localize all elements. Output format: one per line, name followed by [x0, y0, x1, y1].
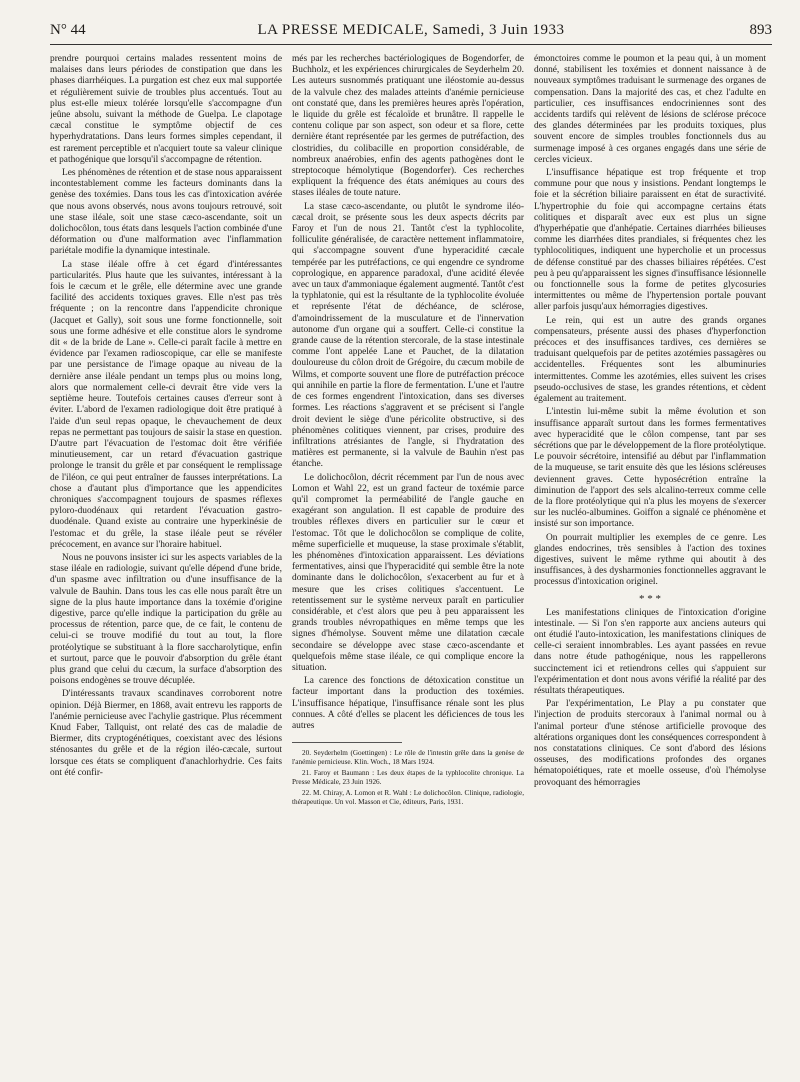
- paragraph: Les manifestations cliniques de l'intoxication d'origine intestinale. — Si l'on s'en rapporte aux anciens auteurs qui ont étudié l'auto-intoxication, les manifestations cliniques de celle-ci seraient innombrables. Les ayant passées en revue dans notre étude pathogénique, nous les rappellerons succinctement ici et retiendrons celles qui s'appuient sur l'expérimentation et dont nous avons vérifié la réalité par des résultats thérapeutiques.: [534, 607, 766, 696]
- column-1: [50, 54, 282, 1072]
- column-3: [534, 54, 766, 1072]
- footnote: 20. Seyderhelm (Goettingen) : Le rôle de l'intestin grêle dans la genèse de l'anémie pernicieuse. Klin. Woch., 18 Mars 1924.: [292, 749, 524, 767]
- issue-number: N° 44: [50, 22, 86, 38]
- paragraph: La carence des fonctions de détoxication constitue un facteur important dans la production des toxémies. L'insuffisance hépatique, l'insuffisance rénale sont les plus connues. A côté d'elles se placent les déficiences de tous les autres: [292, 676, 524, 731]
- paragraph: émonctoires comme le poumon et la peau qui, à un moment donné, stabilisent les toxémies et donnent naissance à de nouveaux symptômes traduisant le surmenage des organes de compensation. Dans la majorité des cas, et chez l'adulte en particulier, ces insuffisances endocriniennes sont des accidents tardifs qui relèvent de lésions de sclérose précoce des glandes déterminées par les produits toxiques, plus souvent encore de simples troubles fonctionnels dus au surmenage imposé à ces organes engagés dans une série de cercles vicieux.: [534, 54, 766, 165]
- paragraph: Nous ne pouvons insister ici sur les aspects variables de la stase iléale en radiologie, suivant qu'elle dépend d'une bride, d'un spasme avec infiltration ou d'une insuffisance de la valvule de Bauhin. Dans tous les cas elle nous paraît être un signe de la plus haute importance dans la toxémie d'origine digestive, parce qu'elle indique la participation du grêle au processus de rétention, parce que, de ce fait, le contenu de celui-ci se trouve modifié du tout au tout, la flore protéolytique se substituant à la flore saccharolytique, enfin et surtout, parce que le pouvoir d'absorption du grêle étant plus grand que celui du cæcum, la surface d'absorption des poisons endogènes se trouve décuplée.: [50, 552, 282, 687]
- column-2: [292, 54, 524, 1072]
- paragraph: L'insuffisance hépatique est trop fréquente et trop commune pour que nous y insistions. Pendant longtemps le foie et la sécrétion biliaire paraissent en état de suractivité. L'hypertrophie du foie qui accompagne certains états colitiques et disparaît avec eux est plus un signe d'hyperhépatie que d'anhépatie. Certaines diarrhées bilieuses comme les diarrhées dites prandiales, si fréquentes chez les typhlocolitiques, indiquent une hypercholie et un processus de défense constitué par des chasses biliaires répétées. C'est peu à peu qu'apparaissent les signes d'insuffisance lésionnelle ou fonctionnelle sous la forme de petites glycosuries intermittentes ou même de l'hypertension portale pouvant aller parfois jusqu'aux hémorragies digestives.: [534, 168, 766, 313]
- page-number: 893: [749, 22, 772, 38]
- paragraph: Le rein, qui est un autre des grands organes compensateurs, présente aussi des phases d'hyperfonction précoces et des insuffisances tardives, ces dernières se traduisant quelquefois par de petites azotémies passagères ou accidentelles. Fréquentes sont les albuminuries intermittentes. Comme les azotémies, elles suivent les crises pseudo-occlusives de stase, les grandes rétentions, et cèdent également au traitement.: [534, 315, 766, 405]
- footnote: 21. Faroy et Baumann : Les deux étapes de la typhlocolite chronique. La Presse Médicale, 23 Juin 1926.: [292, 769, 524, 787]
- paragraph: prendre pourquoi certains malades ressentent moins de malaises dans leurs périodes de constipation que dans les phases diarrhéiques. La purgation est chez eux mal supportée et régulièrement suivie de troubles plus accentués. Tout au plus est-elle mieux tolérée lorsqu'elle s'accompagne d'un jeûne absolu, suivant la méthode de Guelpa. Le clapotage cæcal constitue le symptôme objectif de ces hyperhydratations. Dans leurs formes simples cependant, il est rarement perceptible et n'acquiert toute sa valeur clinique et pathogénique que lorsqu'il s'accompagne de rétention.: [50, 54, 282, 165]
- paragraph: La stase cæco-ascendante, ou plutôt le syndrome iléo-cæcal droit, se présente sous les deux aspects décrits par Faroy et l'un de nous 21. Tantôt c'est la typhlocolite, folliculite généralisée, de caractère nettement inflammatoire, qui s'accompagne souvent d'une hyperacidité cæcale tempérée par les putréfactions, ce qui engendre ce syndrome coprologique, en apparence paradoxal, d'une acidité élevée avec un taux d'ammoniaque également augmenté. Tantôt c'est la typhlatonie, qui est la résultante de la typhlocolite évoluée et représente l'état de déchéance, de sclérose, d'amoindrissement de la musculature et de l'innervation autonome d'un organe qui a souffert. Celle-ci constitue la grande cause de la rétention stercorale, de la stase intestinale comme l'ont appelée Lane et Pauchet, de la dilatation douloureuse du côlon droit de Grégoire, du cæcum mobile de Wilms, et comporte souvent une flore de putréfaction précoce qui annihile en partie la flore de fermentation. L'une et l'autre de ces formes engendrent l'intoxication, dans ses diverses formes. Les réactions s'aggravent et se précisent si l'angle droit devient le siège d'une péricolite obstructive, si des phénomènes colitiques viennent, par crises, produire des infiltrations atrésiantes de l'angle, si l'hydratation des matières est permanente, si la valvule de Bauhin n'est pas étanche.: [292, 201, 524, 470]
- paragraph: On pourrait multiplier les exemples de ce genre. Les glandes endocrines, très sensibles à l'action des toxines digestives, suivent le même rythme qui aboutit à des insuffisances, à des dysharmonies fonctionnelles aggravant le processus d'intoxication originel.: [534, 532, 766, 588]
- journal-title: LA PRESSE MEDICALE, Samedi, 3 Juin 1933: [257, 22, 565, 38]
- footnote-rule: [292, 742, 402, 743]
- paragraph: Les phénomènes de rétention et de stase nous apparaissent incontestablement comme les facteurs dominants dans la genèse des toxémies. Dans tous les cas d'intoxication avérée que nous avons observés, nous avons toujours retrouvé, soit une stase iléale, soit une stase cæco-ascendante, soit un dolichocôlon, tous états dans lesquels l'action combinée d'une déformation ou d'une malformation avec l'inflammation pariétale modifie la dynamique intestinale.: [50, 168, 282, 257]
- paragraph: Par l'expérimentation, Le Play a pu constater que l'injection de produits stercoraux à l'animal normal ou à l'animal porteur d'une sténose artificielle provoque des altérations organiques dont les conséquences correspondent à nos constatations cliniques. Ce sont d'abord des lésions osseuses, des modifications profondes des organes hématopoiétiques, rate et moelle osseuse, d'où l'hémolyse provoquant des hémorragies: [534, 699, 766, 788]
- section-separator: * * *: [639, 592, 661, 605]
- paragraph: La stase iléale offre à cet égard d'intéressantes particularités. Plus haute que les suivantes, intéressant à la fois le cæcum et le grêle, elle détermine avec une grande facilité des accidents toxiques graves. Elle n'est pas très fréquente ; on la rencontre dans l'appendicite chronique (Jacquet et Gally), soit sous une forme fonctionnelle, soit sous une forme adhésive et elle constitue alors le syndrome dit « de la bride de Lane ». Celle-ci paraît facile à mettre en évidence par l'examen radioscopique, car elle se manifeste par une persistance de l'image opaque au niveau de la dernière anse iléale pendant un temps plus ou moins long, alors que normalement celle-ci devrait être vide vers la septième heure. Toutefois certaines causes d'erreur sont à éviter. L'abord de l'examen radiologique doit être pratiqué à l'aide d'un seul repas opaque, le chevauchement de deux repas ne permettant pas toujours de saisir la stase en question. D'autre part l'évacuation de l'estomac doit être vérifiée minutieusement, car un retard d'évacuation gastrique prolonge le transit du grêle et par conséquent le remplissage de l'iléon, ce qui peut entraîner de fausses interprétations. La chose a d'autant plus d'importance que les appendicites chroniques s'accompagnent toujours de spasmes réflexes pyloro-duodénaux qui retardent l'évacuation gastro-duodénale. Quand existe au contraire une hyperkinésie de l'estomac et du grêle, la stase iléale peut se révéler précocement, en avance sur l'horaire habituel.: [50, 259, 282, 550]
- paragraph: D'intéressants travaux scandinaves corroborent notre opinion. Déjà Biermer, en 1868, avait entrevu les rapports de l'anémie pernicieuse avec l'achylie gastrique. Plus récemment Knud Faber, Tallquist, ont relaté des cas de maladie de Biermer, dits cryptogénétiques, coexistant avec des lésions sténosantes du grêle et de la région iléo-cæcale, surtout lorsque ces états se compliquent d'anachlorhydrie. Ces faits ont été confir-: [50, 689, 282, 778]
- footnote: 22. M. Chiray, A. Lomon et R. Wahl : Le dolichocôlon. Clinique, radiologie, thérapeutique. Un vol. Masson et Cie, éditeurs, Paris, 1931.: [292, 789, 524, 807]
- paragraph: més par les recherches bactériologiques de Bogendorfer, de Buchholz, et les expériences chirurgicales de Seyderhelm 20. Les auteurs susnommés pratiquant une iléostomie au-dessus de la valvule chez des malades atteints d'anémie pernicieuse ont constaté que, dans les premières heures après l'opération, le liquide du grêle est fécaloïde et brunâtre. Il rappelle le contenu colique par son aspect, son odeur et sa flore, cette dernière étant représentée par les germes de putréfaction, des clostridies, du colibacille en proportion considérable, de nombreux anaérobies, enfin des agents pathogènes dont le streptocoque hémolytique (Bogendorfer). Ces recherches expliquent la fréquence des états anémiques au cours des stases iléales de toute nature.: [292, 54, 524, 199]
- paragraph: L'intestin lui-même subit la même évolution et son insuffisance apparaît surtout dans les formes fermentatives avec hyperacidité que le côlon compense, tant par ses sécrétions que par le développement de la flore protéolytique. Le pouvoir sécrétoire, intensifié au début par l'inflammation de la muqueuse, se tarit ensuite dès que les lésions scléreuses deviennent graves. Cette hyposécrétion entraîne la diminution de l'apport des sels alcalino-terreux comme celle de la flore protéolytique qui n'a plus les moyens de s'exercer sur les nucléo-albumines. Goiffon a signalé ce phénomène et insisté sur son importance.: [534, 407, 766, 530]
- paragraph: Le dolichocôlon, décrit récemment par l'un de nous avec Lomon et Wahl 22, est un grand facteur de toxémie parce qu'il compromet la perméabilité de l'angle gauche en exagérant son angulation. Il est capable de produire des troubles réflexes divers en particulier sur le cœur et l'estomac. Tôt que le dolichocôlon se complique de colite, même superficielle et muqueuse, la stase proximale s'établit, les phénomènes d'intoxication apparaissent. Les déviations fermentatives, ainsi que l'hyperacidité qui semble être la note dominante dans le dolichocôlon, s'exacerbent au fur et à mesure que les crises colitiques s'accentuent. Le retentissement sur le système nerveux paraît en particulier considérable, et c'est alors que peu à peu apparaissent les grands troubles névropathiques en même temps que les signes d'hémolyse. Souvent même une dilatation cæcale secondaire se développe avec stase cæco-ascendante et quelquefois même stase iléale, ce qui complique encore la situation.: [292, 472, 524, 673]
- page-header: [50, 18, 772, 45]
